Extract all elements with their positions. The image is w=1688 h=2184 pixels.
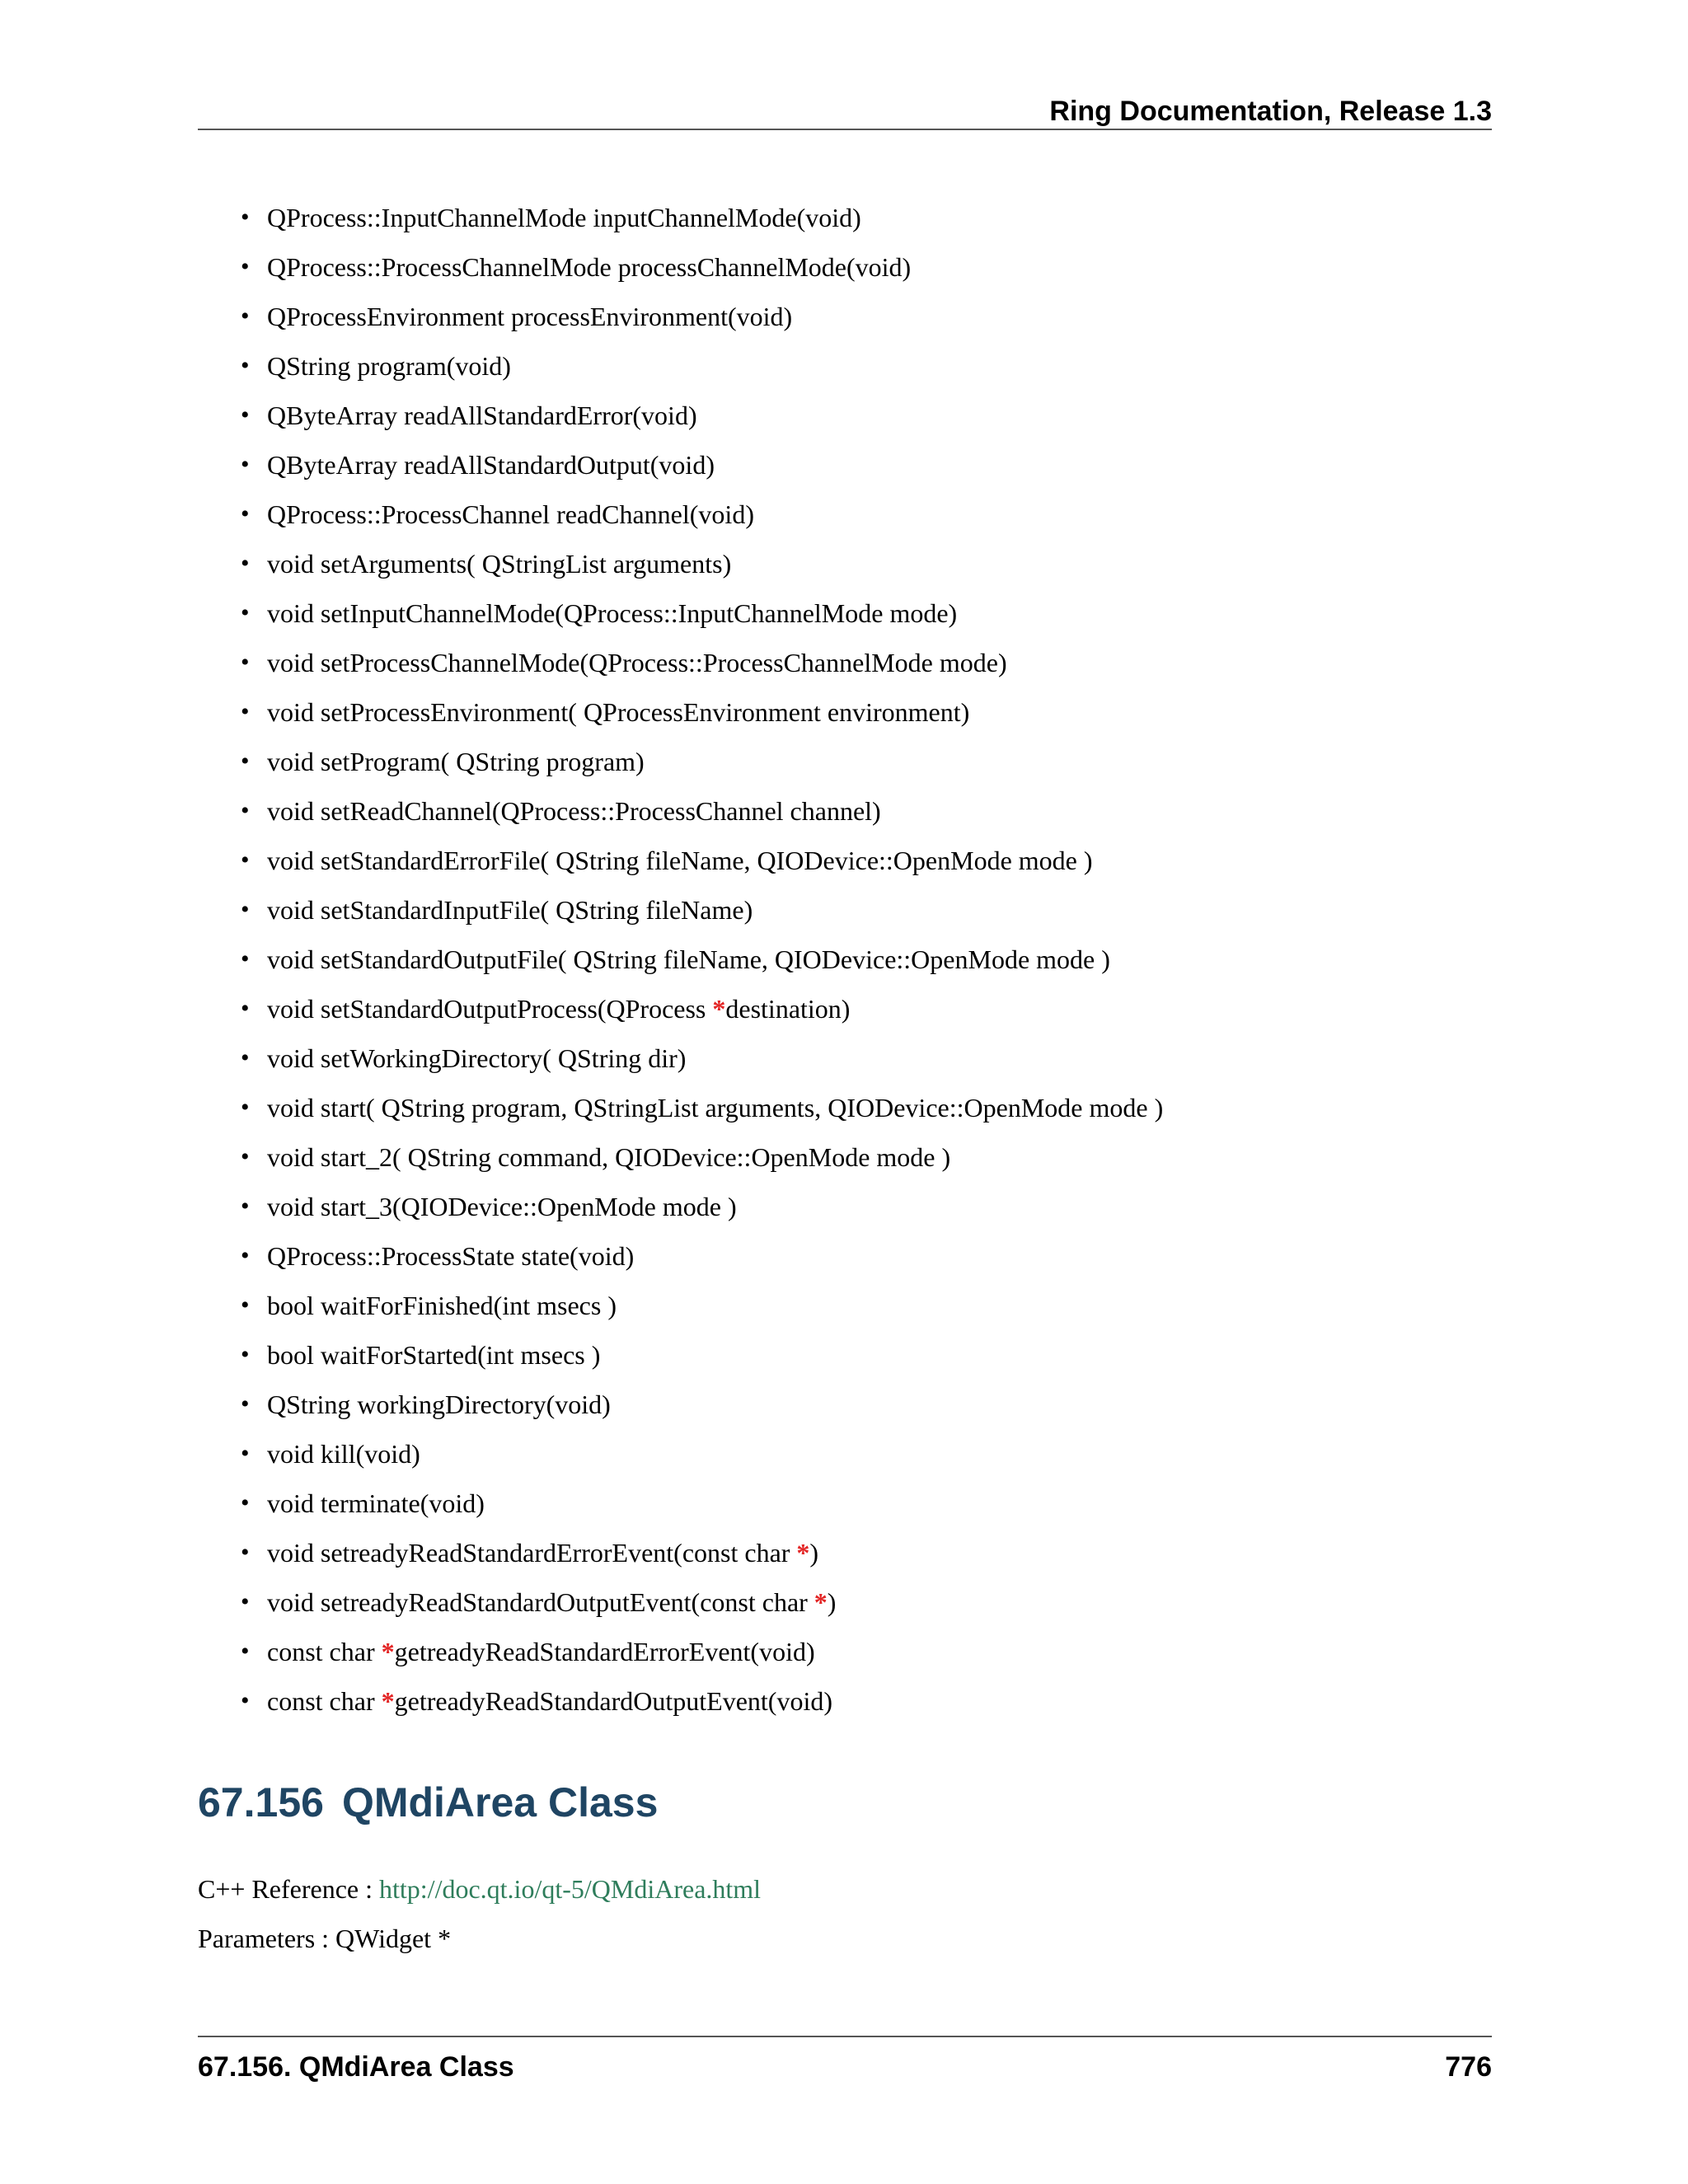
method-signature: QProcessEnvironment processEnvironment(void) [267, 302, 793, 331]
method-signature-rest: destination) [725, 994, 851, 1024]
method-signature: void setProgram( QString program) [267, 747, 645, 776]
method-signature: QByteArray readAllStandardOutput(void) [267, 450, 715, 480]
method-signature: void setProcessEnvironment( QProcessEnvironment environment) [267, 697, 970, 727]
method-signature-rest: ) [827, 1587, 837, 1617]
method-item [198, 885, 1492, 935]
method-item [198, 638, 1492, 687]
method-item [198, 341, 1492, 391]
method-signature: QString program(void) [267, 351, 511, 381]
method-signature: void kill(void) [267, 1439, 420, 1469]
footer-section: 67.156. QMdiArea Class [198, 2051, 514, 2083]
method-signature: bool waitForFinished(int msecs ) [267, 1291, 617, 1320]
method-item [198, 836, 1492, 885]
method-signature: void start_2( QString command, QIODevice::OpenMode mode ) [267, 1142, 951, 1172]
method-item [198, 1380, 1492, 1429]
method-item [198, 539, 1492, 588]
method-item [198, 292, 1492, 341]
method-item [198, 1676, 1492, 1726]
method-signature: void setStandardOutputFile( QString fileName, QIODevice::OpenMode mode ) [267, 944, 1110, 974]
method-item [198, 1479, 1492, 1528]
method-item [198, 1083, 1492, 1132]
section-heading [198, 1774, 658, 1831]
method-item [198, 1033, 1492, 1083]
method-signature: void start_3(QIODevice::OpenMode mode ) [267, 1192, 737, 1221]
method-item [198, 193, 1492, 242]
method-item [198, 391, 1492, 440]
method-signature: void setreadyReadStandardOutputEvent(const char [267, 1587, 814, 1617]
method-signature: void setStandardErrorFile( QString fileName, QIODevice::OpenMode mode ) [267, 846, 1093, 875]
method-signature-rest: ) [809, 1538, 819, 1568]
method-signature: QProcess::ProcessState state(void) [267, 1241, 635, 1271]
header-title: Ring Documentation, Release 1.3 [1049, 96, 1492, 127]
method-signature: void terminate(void) [267, 1488, 485, 1518]
method-signature: QProcess::ProcessChannelMode processChannelMode(void) [267, 252, 912, 282]
method-signature: void setReadChannel(QProcess::ProcessChannel channel) [267, 796, 881, 826]
running-footer [198, 2036, 1492, 2092]
method-signature: void setreadyReadStandardErrorEvent(const char [267, 1538, 797, 1568]
pointer-asterisk: * [712, 994, 726, 1024]
method-list [198, 193, 1492, 1726]
method-signature: void setArguments( QStringList arguments) [267, 549, 732, 579]
cpp-reference [198, 1868, 761, 1910]
method-item [198, 737, 1492, 786]
method-signature: void setProcessChannelMode(QProcess::ProcessChannelMode mode) [267, 648, 1007, 677]
method-signature: QString workingDirectory(void) [267, 1390, 611, 1419]
method-item [198, 786, 1492, 836]
pointer-asterisk: * [796, 1538, 810, 1568]
method-signature: void start( QString program, QStringList arguments, QIODevice::OpenMode mode ) [267, 1093, 1164, 1122]
method-signature: bool waitForStarted(int msecs ) [267, 1340, 601, 1370]
method-signature: void setWorkingDirectory( QString dir) [267, 1043, 687, 1073]
method-item [198, 1429, 1492, 1479]
method-signature: QProcess::ProcessChannel readChannel(void) [267, 499, 754, 529]
method-item [198, 1330, 1492, 1380]
method-item [198, 1231, 1492, 1281]
method-item [198, 1281, 1492, 1330]
method-signature-rest: getreadyReadStandardOutputEvent(void) [394, 1686, 832, 1716]
pointer-asterisk: * [381, 1686, 395, 1716]
pointer-asterisk: * [381, 1637, 395, 1666]
method-signature-rest: getreadyReadStandardErrorEvent(void) [394, 1637, 815, 1666]
running-header [198, 92, 1492, 130]
method-item [198, 984, 1492, 1033]
method-item [198, 490, 1492, 539]
method-item [198, 1182, 1492, 1231]
method-signature: const char [267, 1686, 382, 1716]
section-title: QMdiArea Class [341, 1779, 659, 1825]
pointer-asterisk: * [814, 1587, 828, 1617]
method-item [198, 242, 1492, 292]
method-item [198, 687, 1492, 737]
parameters-line: Parameters : QWidget * [198, 1924, 452, 1953]
cpp-reference-link[interactable]: http://doc.qt.io/qt-5/QMdiArea.html [379, 1874, 762, 1904]
section-number: 67.156 [198, 1779, 324, 1825]
method-item [198, 1132, 1492, 1182]
method-item [198, 1577, 1492, 1627]
method-signature: void setInputChannelMode(QProcess::InputChannelMode mode) [267, 598, 958, 628]
cpp-reference-label: C++ Reference : [198, 1874, 379, 1904]
method-signature: const char [267, 1637, 382, 1666]
method-item [198, 588, 1492, 638]
method-item [198, 1627, 1492, 1676]
method-item [198, 440, 1492, 490]
method-item [198, 1528, 1492, 1577]
method-signature: QByteArray readAllStandardError(void) [267, 401, 697, 430]
method-item [198, 935, 1492, 984]
method-signature: void setStandardOutputProcess(QProcess [267, 994, 713, 1024]
page-number: 776 [1445, 2051, 1492, 2083]
method-signature: QProcess::InputChannelMode inputChannelMode(void) [267, 203, 861, 232]
method-signature: void setStandardInputFile( QString fileName) [267, 895, 753, 925]
